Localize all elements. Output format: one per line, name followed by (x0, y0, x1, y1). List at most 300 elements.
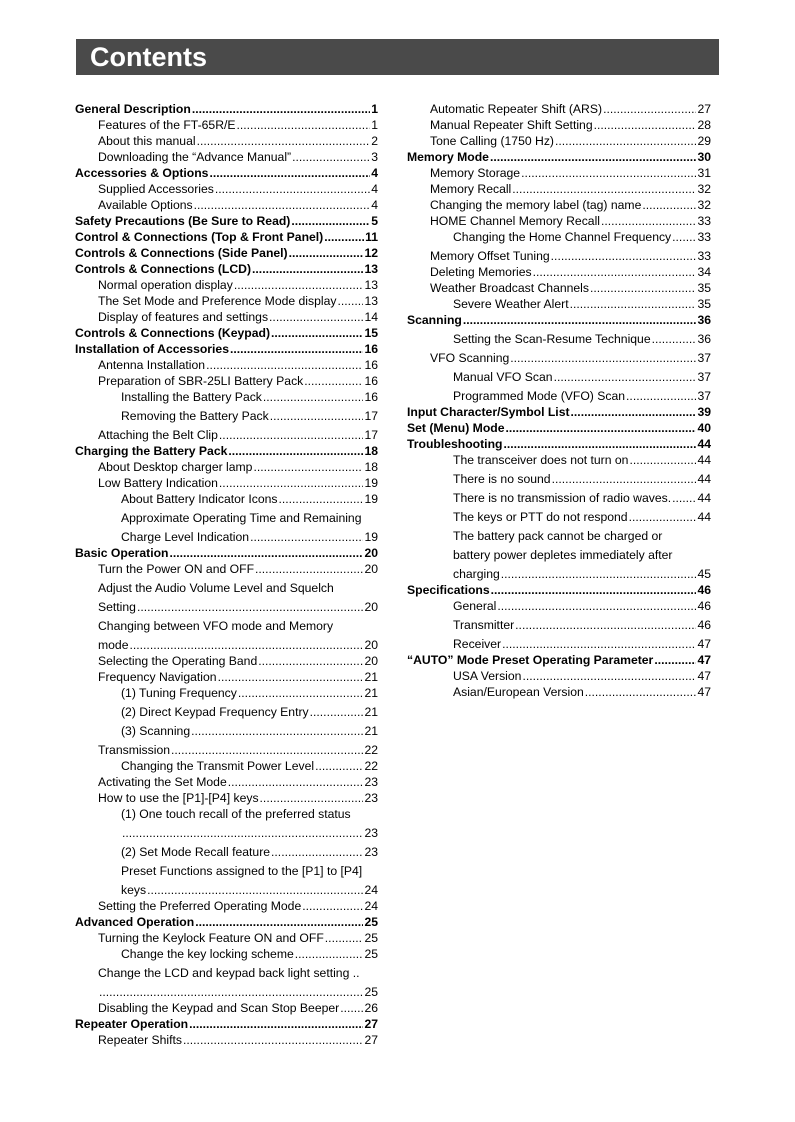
toc-entry-page: 19 (364, 492, 378, 506)
toc-entry[interactable] (75, 618, 378, 634)
toc-entry-title: Frequency Navigation (98, 670, 217, 684)
contents-banner (76, 39, 719, 75)
toc-entry[interactable] (407, 181, 711, 197)
toc-entry-title: Changing the memory label (tag) name (430, 198, 642, 212)
toc-entry-title: General (453, 599, 497, 613)
dot-leader (206, 357, 363, 373)
toc-entry[interactable] (407, 213, 711, 229)
toc-entry[interactable] (75, 245, 378, 261)
toc-entry[interactable] (75, 930, 378, 946)
toc-entry-page: 24 (364, 883, 378, 897)
toc-entry-page: 29 (697, 134, 711, 148)
toc-entry-page: 16 (364, 374, 378, 388)
toc-entry-page: 37 (697, 370, 711, 384)
toc-entry[interactable] (75, 181, 378, 197)
toc-entry-page: 31 (697, 166, 711, 180)
toc-entry[interactable] (75, 1032, 378, 1048)
toc-entry-page: 25 (364, 947, 378, 961)
toc-entry-title: About this manual (98, 134, 196, 148)
dot-leader (554, 369, 697, 385)
toc-entry-page: 1 (371, 118, 378, 132)
toc-entry[interactable] (75, 825, 378, 841)
toc-entry[interactable] (407, 404, 711, 420)
toc-entry-page: 1 (371, 102, 378, 116)
toc-entry[interactable] (75, 669, 378, 685)
toc-entry[interactable] (75, 844, 378, 860)
toc-entry-page: 44 (697, 453, 711, 467)
toc-entry[interactable] (407, 490, 711, 506)
toc-entry-page: 33 (697, 230, 711, 244)
toc-entry[interactable] (75, 704, 378, 720)
toc-entry[interactable] (75, 599, 378, 615)
toc-entry-title: Controls & Connections (Side Panel) (75, 246, 288, 260)
toc-entry-title: Changing the Transmit Power Level (121, 759, 315, 773)
toc-entry-title: There is no transmission of radio waves. (453, 491, 672, 505)
toc-entry[interactable] (75, 427, 378, 443)
dot-leader (260, 790, 364, 806)
toc-entry[interactable] (407, 248, 711, 264)
toc-entry-page: 23 (364, 791, 378, 805)
dot-leader (234, 277, 364, 293)
dot-leader (192, 101, 370, 117)
toc-entry-page: 11 (365, 230, 378, 244)
toc-entry[interactable] (75, 117, 378, 133)
toc-entry[interactable] (407, 636, 711, 652)
toc-entry-title: The Set Mode and Preference Mode display (98, 294, 337, 308)
toc-entry-page: 20 (364, 600, 378, 614)
toc-entry[interactable] (407, 668, 711, 684)
toc-entry-title: Accessories & Options (75, 166, 209, 180)
toc-entry-page: 13 (364, 294, 378, 308)
toc-entry-title: USA Version (453, 669, 522, 683)
toc-entry[interactable] (407, 117, 711, 133)
toc-entry-page: 23 (364, 826, 378, 840)
toc-entry-page: 18 (364, 444, 378, 458)
toc-entry[interactable] (75, 758, 378, 774)
toc-entry-title: Display of features and settings (98, 310, 269, 324)
toc-entry-page: 37 (697, 389, 711, 403)
toc-entry[interactable] (75, 229, 378, 245)
dot-leader (515, 617, 696, 633)
toc-entry[interactable] (75, 443, 378, 459)
toc-entry[interactable] (75, 774, 378, 790)
toc-entry-title: Setting (98, 600, 136, 614)
dot-leader (228, 774, 364, 790)
toc-entry[interactable] (407, 197, 711, 213)
toc-entry-page: 26 (364, 1001, 378, 1015)
toc-entry-title: There is no sound (453, 472, 551, 486)
dot-leader (219, 475, 364, 491)
dot-leader (585, 684, 697, 700)
toc-entry-title: Receiver (453, 637, 502, 651)
toc-entry-page: 4 (371, 182, 378, 196)
toc-entry[interactable] (407, 331, 711, 347)
toc-entry-title: Memory Offset Tuning (430, 249, 550, 263)
dot-leader (219, 427, 364, 443)
dot-leader (191, 723, 363, 739)
toc-entry[interactable] (75, 637, 378, 653)
toc-entry-page: 5 (371, 214, 378, 228)
toc-entry[interactable] (407, 420, 711, 436)
dot-leader (195, 914, 363, 930)
toc-entry[interactable] (75, 742, 378, 758)
toc-entry-page: 21 (364, 705, 378, 719)
dot-leader (302, 898, 363, 914)
toc-entry-title: General Description (75, 102, 191, 116)
toc-entry-title: (2) Direct Keypad Frequency Entry (121, 705, 309, 719)
toc-entry-page: 34 (697, 265, 711, 279)
dot-leader (255, 561, 363, 577)
toc-entry[interactable] (75, 277, 378, 293)
toc-entry-title: Tone Calling (1750 Hz) (430, 134, 554, 148)
toc-entry-title: (1) One touch recall of the preferred status (121, 807, 351, 821)
page-title: Contents (90, 42, 207, 72)
toc-entry-page: 3 (371, 150, 378, 164)
dot-leader (237, 117, 371, 133)
toc-entry[interactable] (407, 280, 711, 296)
toc-entry[interactable] (75, 653, 378, 669)
toc-entry-page: 35 (697, 281, 711, 295)
toc-entry-page: 47 (697, 653, 711, 667)
toc-entry-title: How to use the [P1]-[P4] keys (98, 791, 259, 805)
toc-entry-title: Change the LCD and keypad back light setting .. (98, 966, 360, 980)
dot-leader (652, 331, 697, 347)
dot-leader (506, 420, 697, 436)
toc-entry[interactable] (75, 898, 378, 914)
toc-entry-page: 24 (364, 899, 378, 913)
dot-leader (570, 296, 697, 312)
toc-entry-page: 44 (697, 437, 711, 451)
toc-entry-page: 47 (697, 637, 711, 651)
toc-entry[interactable] (75, 965, 378, 981)
toc-entry-page: 44 (697, 491, 711, 505)
toc-entry[interactable] (75, 213, 378, 229)
toc-entry[interactable] (407, 547, 711, 563)
toc-entry[interactable] (75, 806, 378, 822)
toc-entry-page: 18 (364, 460, 378, 474)
toc-entry-page: 19 (364, 476, 378, 490)
toc-entry-page: 12 (364, 246, 378, 260)
toc-entry[interactable] (407, 617, 711, 633)
dot-leader (601, 213, 696, 229)
toc-entry[interactable] (407, 652, 711, 668)
toc-entry-title: Memory Recall (430, 182, 512, 196)
dot-leader (295, 946, 364, 962)
toc-entry-title: Advanced Operation (75, 915, 195, 929)
toc-entry-page: 45 (697, 567, 711, 581)
toc-entry-title: Repeater Operation (75, 1017, 189, 1031)
toc-entry-title: Removing the Battery Pack (121, 409, 269, 423)
toc-entry-title: HOME Channel Memory Recall (430, 214, 601, 228)
dot-leader (271, 325, 363, 341)
dot-leader (137, 599, 363, 615)
toc-entry-page: 20 (364, 654, 378, 668)
dot-leader (521, 165, 696, 181)
toc-entry[interactable] (407, 582, 711, 598)
toc-entry[interactable] (75, 1016, 378, 1032)
dot-leader (522, 668, 696, 684)
dot-leader (626, 388, 696, 404)
toc-entry-title: “AUTO” Mode Preset Operating Parameter (407, 653, 654, 667)
toc-entry-page: 14 (364, 310, 378, 324)
toc-entry-title: Programmed Mode (VFO) Scan (453, 389, 626, 403)
toc-entry[interactable] (75, 373, 378, 389)
toc-entry-title: Scanning (407, 313, 462, 327)
dot-leader (230, 341, 363, 357)
toc-entry[interactable] (407, 312, 711, 328)
toc-entry[interactable] (75, 261, 378, 277)
dot-leader (503, 436, 696, 452)
toc-entry[interactable] (75, 882, 378, 898)
toc-entry[interactable] (75, 341, 378, 357)
toc-entry[interactable] (75, 475, 378, 491)
dot-leader (197, 133, 371, 149)
toc-entry[interactable] (75, 790, 378, 806)
toc-entry[interactable] (407, 296, 711, 312)
toc-entry-title: Repeater Shifts (98, 1033, 183, 1047)
dot-leader (642, 197, 696, 213)
toc-entry[interactable] (75, 149, 378, 165)
toc-entry-title: Troubleshooting (407, 437, 503, 451)
toc-entry-page: 17 (364, 409, 378, 423)
toc-entry-title: Severe Weather Alert (453, 297, 569, 311)
toc-entry[interactable] (407, 598, 711, 614)
toc-entry[interactable] (75, 1000, 378, 1016)
toc-entry-title: The keys or PTT do not respond (453, 510, 628, 524)
toc-entry[interactable] (75, 580, 378, 596)
toc-entry-title: Change the key locking scheme (121, 947, 294, 961)
toc-entry-page: 4 (371, 198, 378, 212)
toc-entry-page: 46 (697, 618, 711, 632)
toc-entry[interactable] (75, 946, 378, 962)
toc-entry-title: Disabling the Keypad and Scan Stop Beeper (98, 1001, 340, 1015)
dot-leader (189, 1016, 363, 1032)
dot-leader (551, 248, 697, 264)
toc-entry-title: About Desktop charger lamp (98, 460, 253, 474)
toc-entry-page: 20 (364, 638, 378, 652)
toc-entry-title: battery power depletes immediately after (453, 548, 673, 562)
toc-entry-page: 21 (364, 670, 378, 684)
toc-entry-title: Memory Mode (407, 150, 489, 164)
toc-entry-page: 16 (364, 342, 378, 356)
toc-left-column (75, 101, 378, 1048)
toc-entry[interactable] (75, 408, 378, 424)
toc-entry-title: keys (121, 883, 147, 897)
toc-entry[interactable] (407, 264, 711, 280)
dot-leader (629, 509, 697, 525)
toc-entry[interactable] (75, 325, 378, 341)
toc-entry-page: 25 (364, 985, 378, 999)
toc-entry[interactable] (75, 529, 378, 545)
toc-entry-page: 4 (371, 166, 378, 180)
toc-entry-page: 27 (697, 102, 711, 116)
toc-entry-page: 35 (697, 297, 711, 311)
toc-entry-page: 23 (364, 775, 378, 789)
dot-leader (590, 280, 696, 296)
dot-leader (252, 261, 363, 277)
toc-entry-title: Controls & Connections (Keypad) (75, 326, 271, 340)
dot-leader (533, 264, 697, 280)
toc-entry-title: Asian/European Version (453, 685, 584, 699)
dot-leader (271, 844, 363, 860)
toc-entry[interactable] (75, 197, 378, 213)
toc-entry[interactable] (75, 723, 378, 739)
toc-entry-page: 44 (697, 472, 711, 486)
toc-entry-title: (3) Scanning (121, 724, 191, 738)
toc-entry[interactable] (407, 229, 711, 245)
dot-leader (279, 491, 364, 507)
toc-entry-page: 27 (364, 1017, 378, 1031)
toc-entry-title: (2) Set Mode Recall feature (121, 845, 271, 859)
toc-entry-page: 46 (697, 583, 711, 597)
toc-entry[interactable] (407, 388, 711, 404)
toc-entry-title: Preset Functions assigned to the [P1] to [P4] (121, 864, 363, 878)
dot-leader (269, 309, 363, 325)
toc-entry[interactable] (407, 149, 711, 165)
toc-entry[interactable] (75, 561, 378, 577)
toc-entry-title: charging (453, 567, 500, 581)
toc-entry-page: 17 (364, 428, 378, 442)
dot-leader (490, 149, 696, 165)
dot-leader (130, 637, 364, 653)
dot-leader (228, 443, 363, 459)
toc-entry-title: Basic Operation (75, 546, 169, 560)
dot-leader (463, 312, 697, 328)
dot-leader (122, 825, 363, 841)
toc-entry-title: Deleting Memories (430, 265, 532, 279)
toc-entry-title: Antenna Installation (98, 358, 206, 372)
toc-entry[interactable] (407, 528, 711, 544)
dot-leader (512, 181, 696, 197)
toc-entry-page: 46 (697, 599, 711, 613)
toc-entry[interactable] (407, 566, 711, 582)
toc-entry[interactable] (407, 471, 711, 487)
toc-entry-title: Preparation of SBR-25LI Battery Pack (98, 374, 304, 388)
toc-entry-page: 44 (697, 510, 711, 524)
dot-leader (497, 598, 696, 614)
toc-entry[interactable] (75, 984, 378, 1000)
toc-entry[interactable] (75, 293, 378, 309)
toc-entry[interactable] (75, 545, 378, 561)
toc-entry-title: Available Options (98, 198, 193, 212)
dot-leader (594, 117, 697, 133)
toc-entry[interactable] (75, 309, 378, 325)
toc-entry[interactable] (407, 165, 711, 181)
dot-leader (209, 165, 370, 181)
toc-entry-title: The battery pack cannot be charged or (453, 529, 663, 543)
dot-leader (291, 213, 370, 229)
toc-entry-title: Approximate Operating Time and Remaining (121, 511, 362, 525)
dot-leader (501, 566, 697, 582)
dot-leader (672, 229, 696, 245)
toc-entry-title: Downloading the “Advance Manual” (98, 150, 292, 164)
toc-entry[interactable] (407, 684, 711, 700)
toc-entry[interactable] (407, 452, 711, 468)
toc-entry[interactable] (407, 509, 711, 525)
toc-entry-page: 20 (364, 562, 378, 576)
dot-leader (629, 452, 696, 468)
toc-entry-title: Specifications (407, 583, 490, 597)
toc-entry-title: Set (Menu) Mode (407, 421, 505, 435)
dot-leader (324, 229, 364, 245)
toc-right-column (407, 101, 711, 700)
toc-entry[interactable] (407, 101, 711, 117)
toc-entry-title: Normal operation display (98, 278, 233, 292)
toc-entry-title: Transmitter (453, 618, 515, 632)
toc-entry-page: 22 (364, 759, 378, 773)
toc-entry[interactable] (75, 491, 378, 507)
toc-entry-title: Changing the Home Channel Frequency (453, 230, 672, 244)
dot-leader (325, 930, 364, 946)
toc-entry[interactable] (407, 436, 711, 452)
toc-entry[interactable] (75, 389, 378, 405)
toc-entry-page: 36 (697, 313, 711, 327)
toc-entry-page: 30 (697, 150, 711, 164)
dot-leader (218, 669, 364, 685)
dot-leader (270, 408, 364, 424)
toc-entry-page: 19 (364, 530, 378, 544)
dot-leader (169, 545, 363, 561)
dot-leader (289, 245, 364, 261)
toc-entry-title: Manual VFO Scan (453, 370, 553, 384)
dot-leader (99, 984, 363, 1000)
dot-leader (310, 704, 364, 720)
toc-entry-title: Controls & Connections (LCD) (75, 262, 252, 276)
dot-leader (238, 685, 364, 701)
dot-leader (253, 459, 363, 475)
toc-entry[interactable] (75, 133, 378, 149)
dot-leader (502, 636, 696, 652)
dot-leader (340, 1000, 363, 1016)
toc-entry[interactable] (75, 357, 378, 373)
toc-entry-page: 33 (697, 249, 711, 263)
toc-entry-page: 21 (364, 724, 378, 738)
toc-entry[interactable] (75, 685, 378, 701)
dot-leader (250, 529, 363, 545)
toc-entry[interactable] (75, 165, 378, 181)
toc-entry-page: 32 (697, 182, 711, 196)
dot-leader (258, 653, 363, 669)
toc-entry[interactable] (75, 459, 378, 475)
toc-entry[interactable] (407, 350, 711, 366)
dot-leader (194, 197, 371, 213)
toc-entry[interactable] (407, 133, 711, 149)
toc-entry-title: Control & Connections (Top & Front Panel) (75, 230, 324, 244)
toc-entry-page: 37 (697, 351, 711, 365)
toc-entry[interactable] (75, 914, 378, 930)
dot-leader (263, 389, 364, 405)
toc-entry-title: VFO Scanning (430, 351, 510, 365)
toc-entry-page: 40 (697, 421, 711, 435)
dot-leader (603, 101, 696, 117)
toc-entry-title: Charge Level Indication (121, 530, 250, 544)
toc-entry-title: Attaching the Belt Clip (98, 428, 218, 442)
toc-entry[interactable] (75, 863, 378, 879)
toc-entry[interactable] (407, 369, 711, 385)
toc-entry-title: Input Character/Symbol List (407, 405, 570, 419)
toc-entry[interactable] (75, 101, 378, 117)
toc-entry-title: Turn the Power ON and OFF (98, 562, 255, 576)
toc-entry-title: Features of the FT-65R/E (98, 118, 236, 132)
toc-entry-title: Selecting the Operating Band (98, 654, 258, 668)
dot-leader (304, 373, 363, 389)
toc-entry-page: 16 (364, 358, 378, 372)
dot-leader (552, 471, 697, 487)
toc-entry-page: 23 (364, 845, 378, 859)
toc-entry[interactable] (75, 510, 378, 526)
toc-entry-page: 47 (697, 669, 711, 683)
toc-entry-page: 36 (697, 332, 711, 346)
